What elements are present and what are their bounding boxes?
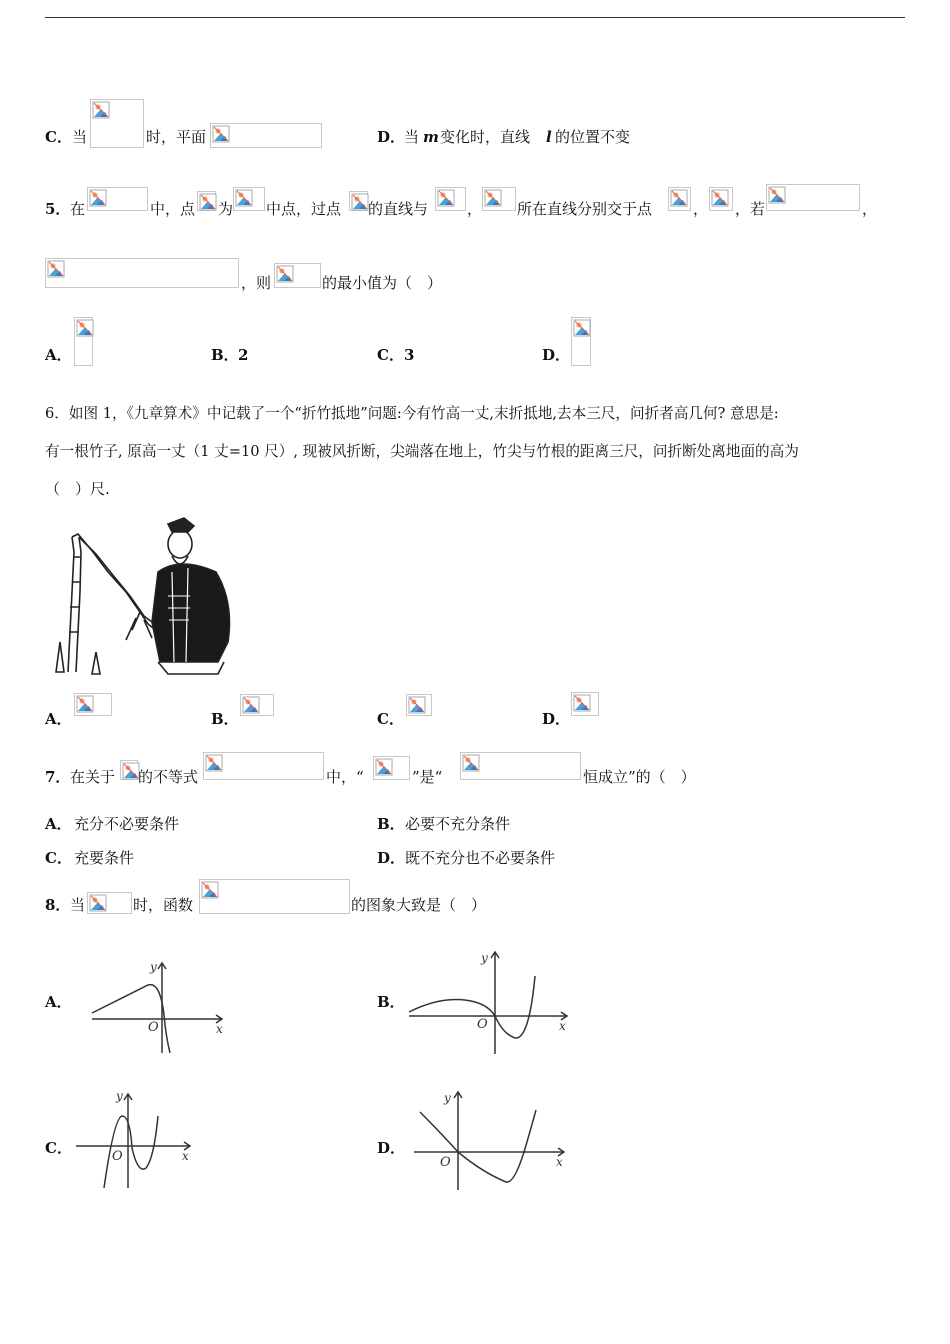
- q5-text: ，则: [241, 274, 272, 292]
- q7-optA-label: A．: [45, 815, 72, 833]
- broken-image-icon: [205, 754, 223, 772]
- x-axis-label: x: [182, 1149, 189, 1163]
- q4-optC-label: C．: [45, 128, 72, 146]
- broken-image-icon: [351, 193, 369, 211]
- broken-image-icon: [235, 189, 253, 207]
- broken-image-icon: [47, 260, 65, 278]
- formula-image-placeholder: [203, 752, 324, 780]
- q4-optD-text-a: 当: [404, 128, 420, 146]
- y-axis-label: y: [150, 960, 157, 974]
- q7-optA-text: 充分不必要条件: [74, 815, 180, 833]
- q5-text: 的直线与: [368, 200, 429, 218]
- q5-optB-value: 2: [238, 346, 249, 364]
- formula-image-placeholder: [87, 187, 148, 211]
- q7-text: 恒成立”的（ ）: [583, 768, 696, 786]
- formula-image-placeholder: [349, 191, 368, 211]
- q7-optD-label: D．: [377, 849, 406, 867]
- q4-optD-var2: l: [546, 128, 552, 146]
- broken-image-icon: [484, 189, 502, 207]
- formula-image-placeholder: [90, 99, 144, 148]
- broken-image-icon: [212, 125, 230, 143]
- broken-image-icon: [670, 189, 688, 207]
- q7-optB-text: 必要不充分条件: [405, 815, 511, 833]
- q5-text: ，: [693, 200, 709, 218]
- q8-optD-label: D．: [377, 1139, 406, 1157]
- x-axis-label: x: [559, 1019, 566, 1033]
- broken-image-icon: [89, 894, 107, 912]
- q7-text: ”是“: [412, 768, 443, 786]
- formula-image-placeholder: [482, 187, 516, 211]
- x-axis-label: x: [216, 1022, 223, 1036]
- broken-image-icon: [437, 189, 455, 207]
- q5-text: 在: [70, 200, 86, 218]
- broken-image-icon: [89, 189, 107, 207]
- q6-optB-label: B．: [211, 710, 239, 728]
- q4-optD-text-c: 的位置不变: [555, 128, 631, 146]
- q5-text: 所在直线分别交于点: [517, 200, 653, 218]
- formula-image-placeholder: [120, 760, 138, 780]
- formula-image-placeholder: [87, 892, 132, 914]
- header-rule: [45, 17, 905, 18]
- origin-label: O: [148, 1020, 159, 1035]
- q5-text: 的最小值为（ ）: [322, 274, 443, 292]
- graph-option-d: [410, 1086, 570, 1194]
- q7-text: 在关于: [70, 768, 116, 786]
- q8-optC-label: C．: [45, 1139, 72, 1157]
- q7-optC-text: 充要条件: [74, 849, 135, 867]
- q5-optC-value: 3: [404, 346, 415, 364]
- broken-image-icon: [462, 754, 480, 772]
- formula-image-placeholder: [210, 123, 322, 148]
- broken-image-icon: [573, 694, 591, 712]
- q6-optC-label: C．: [377, 710, 404, 728]
- q6-optA-label: A．: [45, 710, 72, 728]
- broken-image-icon: [711, 189, 729, 207]
- q6-text-line1: 6．如图 1，《九章算术》中记载了一个“折竹抵地”问题:今有竹高一丈,末折抵地,去本三尺，问折者高几何? 意思是:: [45, 405, 779, 422]
- y-axis-label: y: [116, 1089, 123, 1103]
- q5-text: ，: [467, 200, 483, 218]
- broken-image-icon: [375, 758, 393, 776]
- q6-text-line3: （ ）尺.: [45, 480, 110, 498]
- formula-image-placeholder: [766, 184, 860, 211]
- q5-text: 中点，过点: [266, 200, 342, 218]
- q4-optD-label: D．: [377, 128, 406, 146]
- q5-text: 为: [218, 200, 234, 218]
- q4-optC-text-a: 当: [72, 128, 88, 146]
- q4-optD-text-b: 变化时，直线: [440, 128, 531, 146]
- broken-image-icon: [76, 695, 94, 713]
- q7-text: 中，“: [326, 768, 364, 786]
- formula-image-placeholder: [240, 694, 274, 716]
- broken-image-icon: [768, 186, 786, 204]
- formula-image-placeholder: [406, 694, 432, 716]
- bamboo-scholar-illustration: [48, 512, 234, 678]
- broken-image-icon: [199, 193, 217, 211]
- broken-image-icon: [201, 881, 219, 899]
- broken-image-icon: [92, 101, 110, 119]
- y-axis-label: y: [481, 951, 488, 965]
- formula-image-placeholder: [373, 756, 410, 780]
- formula-image-placeholder: [197, 191, 216, 211]
- formula-image-placeholder: [571, 692, 599, 716]
- origin-label: O: [477, 1017, 488, 1032]
- q5-number: 5．: [45, 200, 71, 218]
- q7-optD-text: 既不充分也不必要条件: [405, 849, 556, 867]
- q6-optD-label: D．: [542, 710, 571, 728]
- broken-image-icon: [276, 265, 294, 283]
- origin-label: O: [440, 1155, 451, 1170]
- q7-optC-label: C．: [45, 849, 72, 867]
- graph-option-b: [405, 946, 573, 1058]
- q7-optB-label: B．: [377, 815, 405, 833]
- broken-image-icon: [408, 696, 426, 714]
- formula-image-placeholder: [74, 693, 112, 716]
- x-axis-label: x: [556, 1155, 563, 1169]
- q5-text: ，若: [735, 200, 766, 218]
- formula-image-placeholder: [199, 879, 350, 914]
- broken-image-icon: [76, 319, 94, 337]
- formula-image-placeholder: [274, 263, 321, 288]
- q8-optA-label: A．: [45, 993, 72, 1011]
- q5-optA-label: A．: [45, 346, 72, 364]
- q5-text: ，: [862, 200, 878, 218]
- q6-text-line2: 有一根竹子, 原高一丈（1 丈=10 尺）, 现被风折断，尖端落在地上，竹尖与竹根的距离三尺，问折断处离地面的高为: [45, 443, 799, 460]
- graph-option-a: [88, 955, 230, 1055]
- formula-image-placeholder: [571, 317, 591, 366]
- formula-image-placeholder: [709, 187, 733, 211]
- formula-image-placeholder: [668, 187, 691, 211]
- q7-number: 7．: [45, 768, 71, 786]
- q4-optC-text-b: 时，平面: [146, 128, 207, 146]
- q5-optD-label: D．: [542, 346, 571, 364]
- q8-text: 时，函数: [133, 896, 194, 914]
- formula-image-placeholder: [233, 187, 265, 211]
- q5-text: 中，点: [150, 200, 196, 218]
- q5-optC-label: C．: [377, 346, 404, 364]
- q5-optB-label: B．: [211, 346, 239, 364]
- formula-image-placeholder: [74, 317, 93, 366]
- y-axis-label: y: [444, 1091, 451, 1105]
- q8-text: 的图象大致是（ ）: [351, 896, 487, 914]
- q7-text: 的不等式: [138, 768, 199, 786]
- formula-image-placeholder: [435, 187, 466, 211]
- graph-option-c: [74, 1088, 196, 1192]
- broken-image-icon: [242, 696, 260, 714]
- q4-optD-var: m: [423, 128, 439, 146]
- origin-label: O: [112, 1149, 123, 1164]
- q8-number: 8．: [45, 896, 71, 914]
- q8-text: 当: [70, 896, 86, 914]
- q8-optB-label: B．: [377, 993, 405, 1011]
- formula-image-placeholder: [460, 752, 581, 780]
- broken-image-icon: [573, 319, 591, 337]
- formula-image-placeholder: [45, 258, 239, 288]
